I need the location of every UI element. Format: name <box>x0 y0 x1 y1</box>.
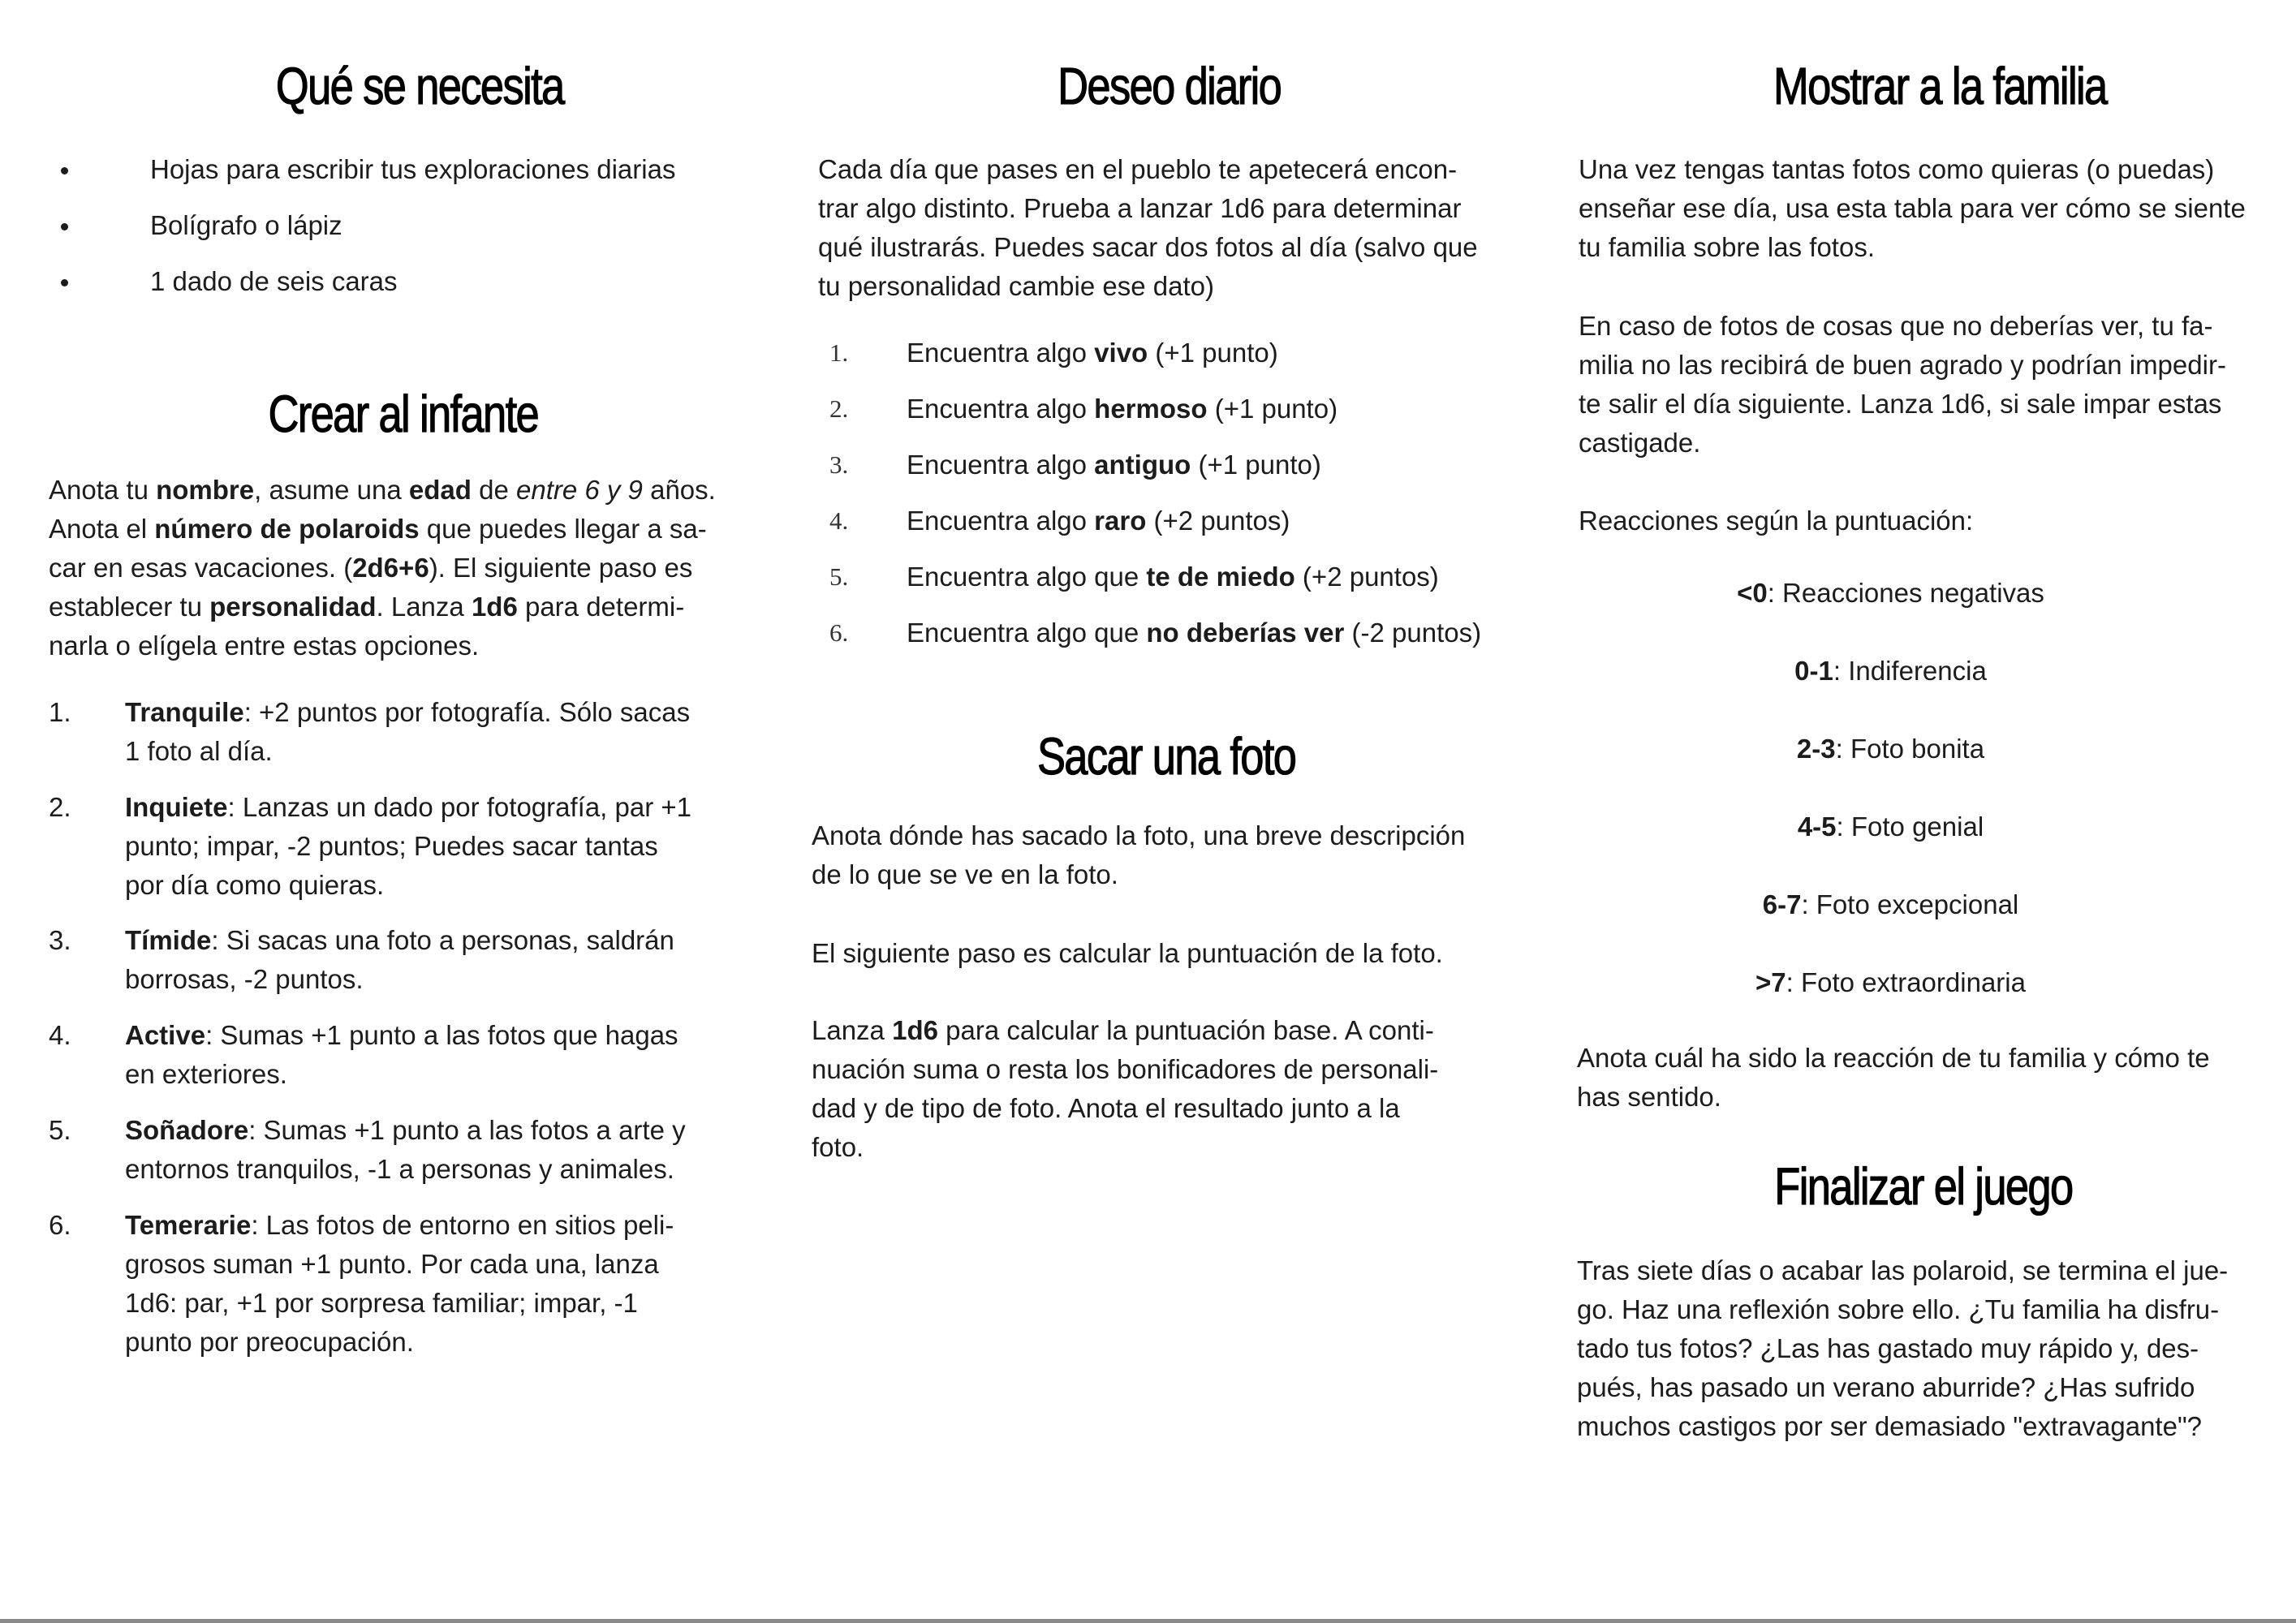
section-title-create: Crear al infante <box>268 385 538 443</box>
personality-text: Inquiete: Lanzas un dado por fotografía, par +1 punto; impar, -2 puntos; Puedes sacar tantas por día como quieras. <box>125 792 692 900</box>
item-number: 3. <box>829 450 849 479</box>
personality-text: Temerarie: Las fotos de entorno en sitios peli- grosos suman +1 punto. Por cada una, lanza 1d6: par, +1 por sorpresa familiar; impar, -1 punto por preocupación. <box>125 1210 674 1357</box>
item-number: 3. <box>49 925 71 955</box>
reaction-item: 4-5: Foto genial <box>1797 812 1984 842</box>
item-number: 2. <box>49 792 71 822</box>
wish-text: Encuentra algo vivo (+1 punto) <box>907 338 1278 368</box>
section-title-needs: Qué se necesita <box>275 57 564 115</box>
create-intro: Anota tu nombre, asume una edad de entre 6 y 9 años. Anota el número de polaroids que puedes llegar a sa- car en esas vacaciones. (2d6+6). El siguiente paso es establecer tu personalidad. Lanza 1d6 para determi- narla o elígela entre estas opciones. <box>49 475 716 661</box>
bullet-icon <box>61 167 68 174</box>
photo-paragraph-1: Anota dónde has sacado la foto, una breve descripción de lo que se ve en la foto. <box>812 820 1466 889</box>
wish-text: Encuentra algo antiguo (+1 punto) <box>907 450 1321 480</box>
personality-text: Active: Sumas +1 punto a las fotos que hagas en exteriores. <box>125 1020 678 1089</box>
reaction-item: <0: Reacciones negativas <box>1737 578 2044 608</box>
personality-text: Soñadore: Sumas +1 punto a las fotos a arte y entornos tranquilos, -1 a personas y animales. <box>125 1115 686 1184</box>
section-title-wish: Deseo diario <box>1057 57 1281 115</box>
wish-text: Encuentra algo hermoso (+1 punto) <box>907 394 1338 424</box>
list-item-text: 1 dado de seis caras <box>150 266 398 296</box>
item-number: 6. <box>49 1210 71 1240</box>
reaction-item: 6-7: Foto excepcional <box>1762 889 2019 919</box>
list-item-text: Hojas para escribir tus exploraciones diarias <box>150 154 676 184</box>
wish-text: Encuentra algo que te de miedo (+2 puntos) <box>907 562 1439 592</box>
bullet-icon <box>61 279 68 286</box>
item-number: 1. <box>49 697 71 727</box>
wish-text: Encuentra algo que no deberías ver (-2 puntos) <box>907 618 1482 648</box>
item-number: 4. <box>829 506 849 535</box>
list-item-text: Bolígrafo o lápiz <box>150 210 342 240</box>
reaction-item: >7: Foto extraordinaria <box>1755 967 2026 997</box>
family-paragraph-4: Anota cuál ha sido la reacción de tu familia y cómo te has sentido. <box>1577 1043 2210 1112</box>
personality-text: Tímide: Si sacas una foto a personas, saldrán borrosas, -2 puntos. <box>125 925 674 994</box>
wish-text: Cada día que pases en el pueblo te apetecerá encon- trar algo distinto. Prueba a lanzar 1d6 para determinar qué ilustrarás. Puedes sacar dos fotos al día (salvo que tu personalidad cambie ese dato) <box>818 154 1478 301</box>
item-number: 2. <box>829 394 849 423</box>
item-number: 1. <box>829 338 849 367</box>
item-number: 5. <box>829 562 849 591</box>
personality-text: Tranquile: +2 puntos por fotografía. Sólo sacas 1 foto al día. <box>125 697 691 766</box>
item-number: 4. <box>49 1020 71 1050</box>
reaction-item: 0-1: Indiferencia <box>1794 656 1987 686</box>
item-number: 5. <box>49 1115 71 1145</box>
reaction-item: 2-3: Foto bonita <box>1796 734 1985 764</box>
family-paragraph-2: En caso de fotos de cosas que no deberías ver, tu fa- milia no las recibirá de buen agrado y podrían impedir- te salir el día siguiente. Lanza 1d6, si sale impar estas castigade. <box>1579 311 2226 458</box>
bullet-icon <box>61 223 68 230</box>
section-title-photo: Sacar una foto <box>1036 727 1296 786</box>
section-title-family: Mostrar a la familia <box>1773 57 2107 115</box>
family-paragraph-1: Una vez tengas tantas fotos como quieras (o puedas) enseñar ese día, usa esta tabla para ver cómo se siente tu familia sobre las fotos. <box>1579 154 2246 262</box>
photo-paragraph-2: El siguiente paso es calcular la puntuación de la foto. <box>812 938 1443 968</box>
page-bottom-border <box>0 1619 2296 1623</box>
wish-text: Encuentra algo raro (+2 puntos) <box>907 506 1290 536</box>
end-text: Tras siete días o acabar las polaroid, se termina el jue- go. Haz una reflexión sobre ello. ¿Tu familia ha disfru- tado tus fotos? ¿Las has gastado muy rápido y, des- pués, has pasado un verano aburride? ¿Has sufrido muchos castigos por ser demasiado "extravagante"? <box>1577 1255 2229 1441</box>
family-paragraph-3: Reacciones según la puntuación: <box>1579 506 1974 536</box>
section-title-end: Finalizar el juego <box>1774 1157 2073 1216</box>
photo-paragraph-3: Lanza 1d6 para calcular la puntuación base. A conti- nuación suma o resta los bonificadores de personali- dad y de tipo de foto. Anota el resultado junto a la foto. <box>812 1015 1439 1162</box>
item-number: 6. <box>829 618 849 647</box>
